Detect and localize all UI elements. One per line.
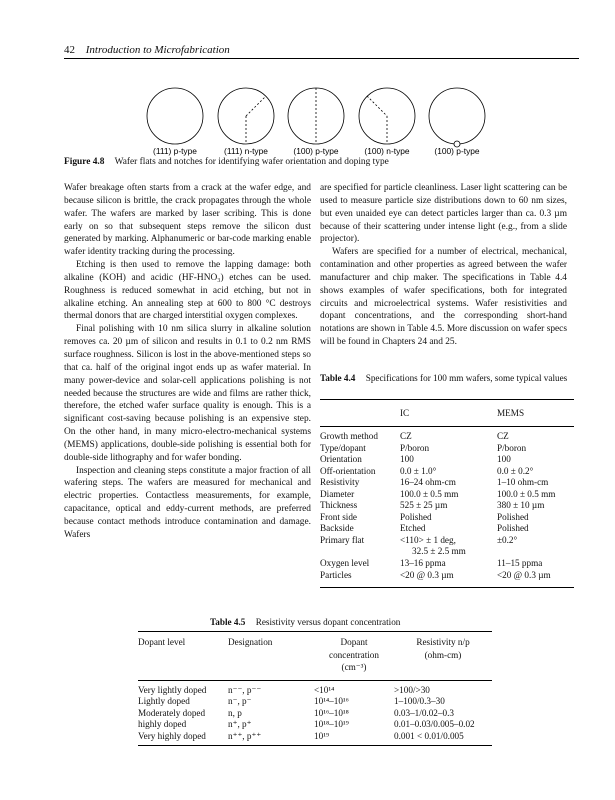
figure-caption bbox=[64, 157, 579, 167]
table-4-5-label: Table 4.5 bbox=[210, 617, 246, 627]
table-row bbox=[138, 719, 492, 731]
table-row bbox=[320, 454, 574, 466]
table-cell: P/boron bbox=[497, 442, 527, 453]
paragraph: Final polishing with 10 nm silica slurry in alkaline solution removes ca. 20 µm of silicon and results in 0.1 to 0.2 nm RMS surface roughness. Silicon is lost in the above-mentioned steps so that ca. half of the original ingot ends up as wafer material. In many power-device and solar-cell applications polishing is not needed because the structures are wide and films are rather thick, therefore, the etched wafer surface quality is enough. This is a significant cost-saving because polishing is an expensive step. On the other hand, in many micro-electro-mechanical systems (MEMS) applications, double-side polishing is essential both for double-side lithography and for wafer bonding. bbox=[64, 324, 311, 463]
table-4-5 bbox=[138, 631, 492, 746]
table-cell: <20 @ 0.3 µm bbox=[400, 569, 454, 580]
table-cell: <20 @ 0.3 µm bbox=[497, 569, 551, 580]
table-cell: 0.001 < 0.01/0.005 bbox=[394, 730, 464, 741]
table-cell: Moderately doped bbox=[138, 707, 206, 718]
table-cell: 0.03–1/0.02–0.3 bbox=[394, 707, 454, 718]
table-cell: Very highly doped bbox=[138, 730, 206, 741]
table-cell: Diameter bbox=[320, 488, 355, 499]
paragraph: Wafers are specified for a number of electrical, mechanical, contamination and other properties as agreed between the wafer manufacturer and chip maker. The specifications in Table 4.4 shows examples of wafer specifications, both for integrated circuits and microelectrical systems. Wafer resistivities and dopant concentrations, and the corresponding short-hand notations are shown in Table 4.5. More discussion on wafer specs will be found in Chapters 24 and 25. bbox=[320, 247, 567, 348]
header-line: concentration bbox=[329, 649, 379, 660]
header-cell: Dopant level bbox=[138, 632, 228, 680]
table-cell: n⁻⁻, p⁻⁻ bbox=[228, 684, 262, 695]
table-cell: n⁺⁺, p⁺⁺ bbox=[228, 730, 262, 741]
table-cell: 10¹⁸–10¹⁹ bbox=[314, 719, 349, 730]
header-cell bbox=[320, 400, 400, 427]
table-cell: Backside bbox=[320, 523, 354, 534]
left-column bbox=[64, 182, 311, 542]
table-cell: n⁺, p⁺ bbox=[228, 719, 252, 730]
table-cell bbox=[497, 546, 574, 558]
table-cell: 1–10 ohm-cm bbox=[497, 477, 549, 488]
table-4-4-caption-text: Specifications for 100 mm wafers, some typical values bbox=[365, 373, 568, 383]
table-cell: highly doped bbox=[138, 719, 187, 730]
table-cell: 525 ± 25 µm bbox=[400, 500, 448, 511]
table-cell: 0.01–0.03/0.005–0.02 bbox=[394, 719, 475, 730]
table-cell: 100.0 ± 0.5 mm bbox=[497, 488, 556, 499]
table-cell: 16–24 ohm-cm bbox=[400, 477, 456, 488]
wafer-label-2: (111) n-type bbox=[224, 146, 268, 156]
header-cell: Designation bbox=[228, 632, 314, 680]
table-cell: Oxygen level bbox=[320, 558, 370, 569]
wafer-label-5: (100) p-type bbox=[434, 146, 480, 156]
header-rule bbox=[64, 58, 579, 59]
table-cell bbox=[320, 546, 400, 558]
table-cell: 100 bbox=[400, 454, 414, 465]
table-cell: Growth method bbox=[320, 431, 378, 441]
table-row bbox=[138, 696, 492, 708]
table-cell: Polished bbox=[497, 523, 529, 534]
table-row bbox=[320, 535, 574, 547]
wafer-label-1: (111) p-type bbox=[153, 146, 197, 156]
running-header bbox=[64, 44, 579, 56]
table-cell: Thickness bbox=[320, 500, 358, 511]
table-cell: 10¹⁴–10¹⁶ bbox=[314, 696, 349, 707]
table-4-5-caption-text: Resistivity versus dopant concentration bbox=[255, 617, 401, 627]
table-cell: n⁻, p⁻ bbox=[228, 696, 252, 707]
table-cell: <110> ± 1 deg, bbox=[400, 534, 456, 545]
table-cell: 32.5 ± 2.5 mm bbox=[412, 546, 466, 557]
table-row bbox=[320, 477, 574, 489]
table-row bbox=[138, 731, 492, 746]
wafer-111-n-type bbox=[218, 88, 274, 144]
table-row bbox=[320, 443, 574, 455]
header-cell: IC bbox=[400, 400, 497, 427]
figure-label: Figure 4.8 bbox=[64, 157, 105, 167]
header-line: Resistivity n/p bbox=[416, 637, 470, 647]
header-line: (ohm-cm) bbox=[424, 649, 462, 660]
table-cell: 13–16 ppma bbox=[400, 558, 446, 569]
wafer-111-p-type bbox=[147, 88, 203, 144]
header-line: Dopant bbox=[340, 637, 368, 647]
table-cell: Polished bbox=[400, 511, 432, 522]
table-cell: 10¹⁶–10¹⁸ bbox=[314, 707, 349, 718]
table-4-4-label: Table 4.4 bbox=[320, 373, 356, 383]
header-cell bbox=[394, 632, 492, 680]
table-cell: Etched bbox=[400, 523, 426, 534]
table-cell: 11–15 ppma bbox=[497, 558, 543, 569]
table-cell: P/boron bbox=[400, 442, 430, 453]
table-cell: Very lightly doped bbox=[138, 684, 207, 695]
table-cell: 100.0 ± 0.5 mm bbox=[400, 488, 459, 499]
table-cell: 380 ± 10 µm bbox=[497, 500, 545, 511]
table-row bbox=[320, 466, 574, 478]
table-4-5-caption bbox=[210, 617, 510, 627]
table-row bbox=[320, 570, 574, 588]
wafer-figure bbox=[140, 86, 520, 158]
table-cell: ±0.2° bbox=[497, 534, 518, 545]
table-row bbox=[320, 427, 574, 443]
figure-caption-text: Wafer flats and notches for identifying wafer orientation and doping type bbox=[114, 157, 389, 167]
table-cell: Front side bbox=[320, 511, 358, 522]
paragraph: Etching is then used to remove the lapping damage: both alkaline (KOH) and acidic (HF-HNO₃) etches can be used. Roughness is reduced somewhat in acid etching, but not in alkaline etching. An annealing step at 600 to 800 °C destroys thermal donors that are charged interstitial oxygen complexes. bbox=[64, 260, 311, 322]
table-cell: Off-orientation bbox=[320, 465, 376, 476]
wafer-100-n-type bbox=[359, 88, 415, 144]
table-row bbox=[320, 523, 574, 535]
table-cell: Polished bbox=[497, 511, 529, 522]
paragraph: are specified for particle cleanliness. Laser light scattering can be used to measure particle size distributions down to 60 nm sizes, but even unaided eye can detect particles larger than ca. 0.3 µm because of their scattering under intense light (e.g., from a slide projector). bbox=[320, 183, 567, 245]
table-cell: <10¹⁴ bbox=[314, 684, 335, 695]
paragraph: Wafer breakage often starts from a crack at the wafer edge, and because silicon is brittle, the crack propagates through the whole wafer. The wafers are marked by laser scribing. This is done early on so that subsequent steps remove the silicon dust generated by marking. Alphanumeric or bar-code marking enable wafer identity tracking during the processing. bbox=[64, 183, 311, 258]
table-row bbox=[320, 489, 574, 501]
table-row bbox=[138, 708, 492, 720]
header-cell bbox=[314, 632, 394, 680]
table-header-row bbox=[138, 632, 492, 680]
table-row bbox=[320, 500, 574, 512]
table-cell: CZ bbox=[400, 431, 412, 441]
table-cell: 1–100/0.3–30 bbox=[394, 696, 445, 707]
table-cell: 10¹⁹ bbox=[314, 730, 330, 741]
table-cell: Orientation bbox=[320, 454, 362, 465]
running-title: Introduction to Microfabrication bbox=[85, 44, 230, 56]
right-column bbox=[320, 182, 567, 349]
table-cell: 0.0 ± 1.0° bbox=[400, 465, 437, 476]
table-cell: Resistivity bbox=[320, 477, 360, 488]
table-cell: Lightly doped bbox=[138, 696, 190, 707]
table-cell: Type/dopant bbox=[320, 442, 366, 453]
table-cell: 0.0 ± 0.2° bbox=[497, 465, 534, 476]
wafer-label-4: (100) n-type bbox=[364, 146, 410, 156]
table-row bbox=[138, 680, 492, 696]
page-number: 42 bbox=[64, 44, 75, 56]
wafer-100-p-type-notch bbox=[429, 88, 485, 147]
table-header-row bbox=[320, 400, 574, 427]
table-cell: Particles bbox=[320, 569, 352, 580]
table-row bbox=[320, 558, 574, 570]
wafer-label-3: (100) p-type bbox=[293, 146, 339, 156]
header-line: (cm⁻³) bbox=[341, 662, 367, 672]
paragraph: Inspection and cleaning steps constitute a major fraction of all wafering steps. The wafers are measured for mechanical and electric properties. Contactless measurements, for example, capacitance, optical and eddy-current methods, are preferred because contact methods introduce contamination and damage. Wafers bbox=[64, 465, 311, 540]
header-cell: MEMS bbox=[497, 400, 574, 427]
wafer-100-p-type bbox=[288, 88, 344, 144]
table-cell: CZ bbox=[497, 431, 509, 441]
table-row bbox=[320, 546, 574, 558]
table-4-4 bbox=[320, 399, 574, 588]
table-row bbox=[320, 512, 574, 524]
table-cell: n, p bbox=[228, 707, 242, 718]
table-cell: Primary flat bbox=[320, 534, 365, 545]
table-cell: >100/>30 bbox=[394, 684, 430, 695]
table-cell: 100 bbox=[497, 454, 511, 465]
table-4-4-caption bbox=[320, 372, 572, 384]
